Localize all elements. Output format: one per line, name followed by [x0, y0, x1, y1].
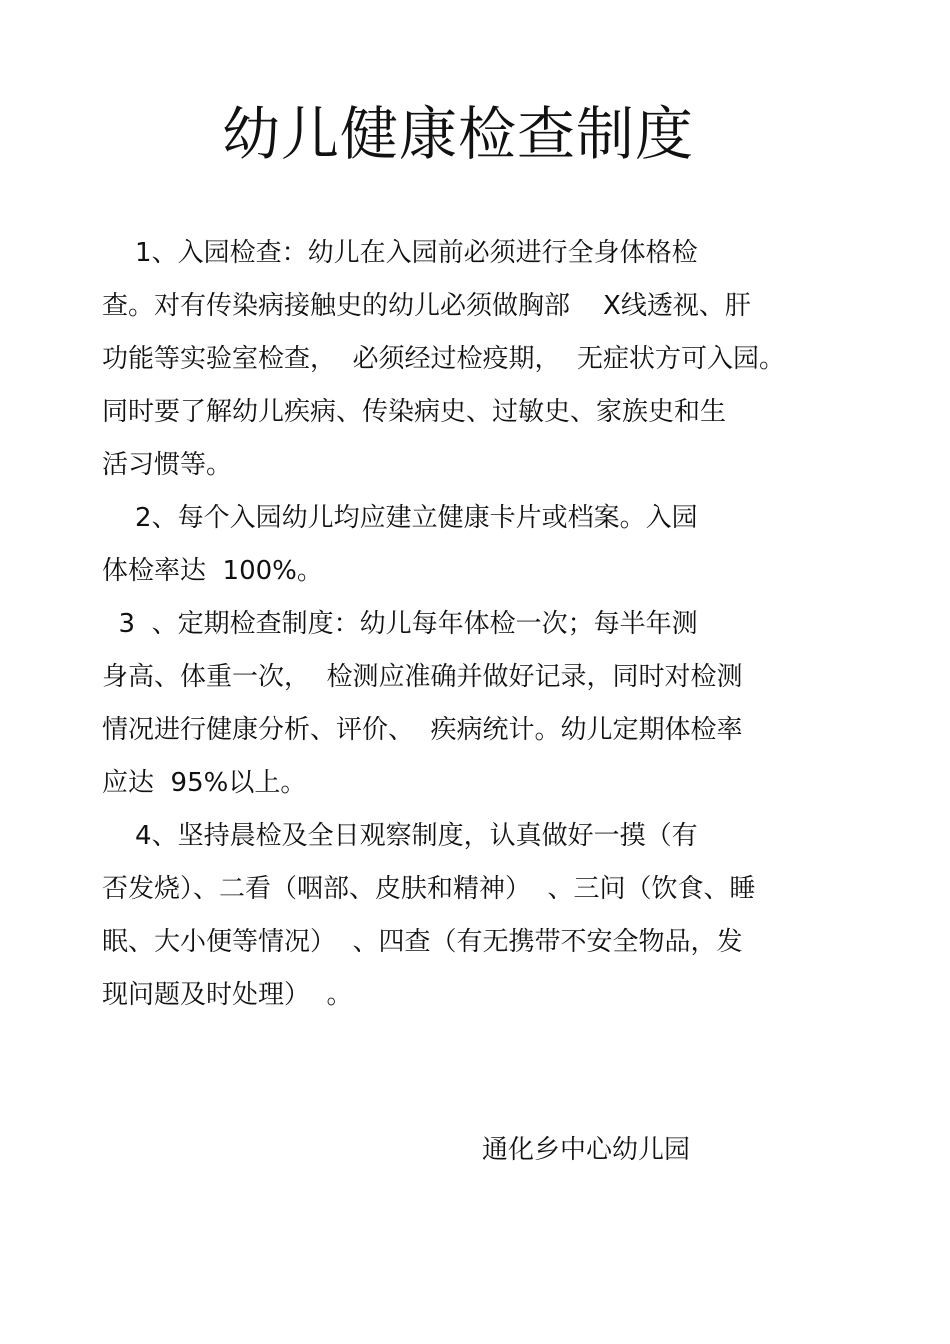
body-line-14: 眠、大小便等情况） 、四查（有无携带不安全物品，发 [102, 927, 743, 957]
page-title: 幼儿健康检查制度 [221, 100, 694, 168]
body-line-2: 查。对有传染病接触史的幼儿必须做胸部 X线透视、肝 [102, 291, 751, 321]
body-line-7: 体检率达 100%。 [102, 556, 323, 586]
body-line-1: 1、入园检查：幼儿在入园前必须进行全身体格检 [102, 238, 698, 268]
body-line-11: 应达 95%以上。 [102, 768, 307, 798]
body-line-10: 情况进行健康分析、评价、 疾病统计。幼儿定期体检率 [102, 715, 743, 745]
body-line-15: 现问题及时处理） 。 [102, 980, 353, 1010]
body-line-8: 3 、定期检查制度：幼儿每年体检一次；每半年测 [102, 609, 698, 639]
body-line-12: 4、坚持晨检及全日观察制度，认真做好一摸（有 [102, 821, 698, 851]
signature-organization: 通化乡中心幼儿园 [482, 1135, 691, 1165]
body-line-4: 同时要了解幼儿疾病、传染病史、过敏史、家族史和生 [102, 397, 727, 427]
body-line-13: 否发烧）、二看（咽部、皮肤和精神） 、三问（饮食、睡 [102, 874, 756, 904]
body-line-9: 身高、体重一次， 检测应准确并做好记录，同时对检测 [102, 662, 743, 692]
body-line-3: 功能等实验室检查， 必须经过检疫期， 无症状方可入园。 [102, 344, 786, 374]
body-line-6: 2、每个入园幼儿均应建立健康卡片或档案。入园 [102, 503, 698, 533]
body-line-5: 活习惯等。 [102, 450, 233, 480]
